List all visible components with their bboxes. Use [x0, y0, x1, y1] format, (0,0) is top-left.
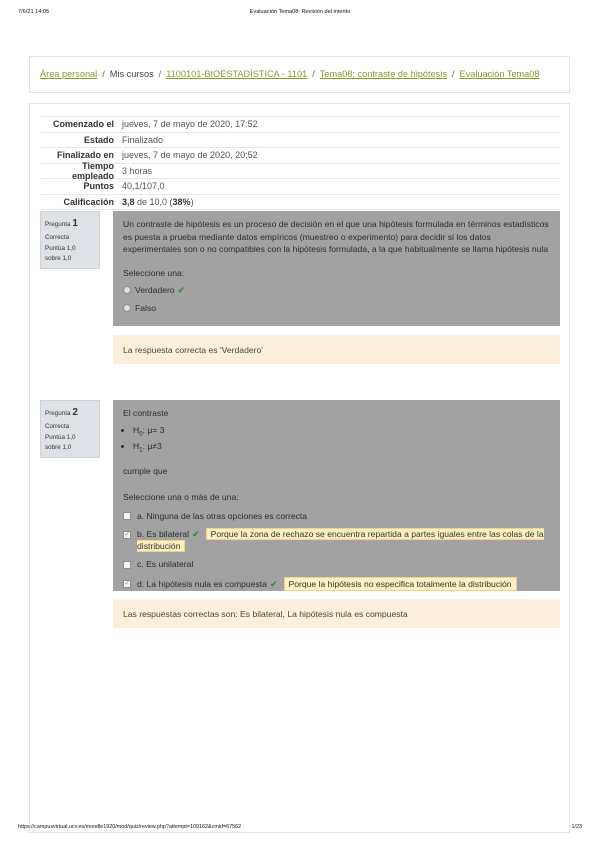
summary-value: 40,1/107,0	[122, 181, 165, 192]
question-grade	[45, 244, 95, 264]
grade-score: 3,8	[122, 196, 135, 207]
question-state: Correcta	[45, 233, 70, 241]
summary-label: Tiempo empleado	[71, 160, 114, 181]
option-label: Falso	[135, 302, 157, 313]
summary-label: Estado	[83, 134, 114, 145]
option-b-body	[137, 528, 550, 552]
question-grade-line: Puntúa 1,0	[45, 434, 76, 442]
breadcrumb-mis-cursos: Mis cursos	[109, 69, 154, 79]
summary-value: Finalizado	[122, 134, 164, 145]
option-feedback: Porque la zona de rechazo se encuentra repartida a partes iguales entre las colas de la distribución	[137, 529, 544, 552]
question-number	[45, 405, 95, 421]
correct-check-icon: ✔	[269, 578, 278, 589]
breadcrumb	[29, 56, 570, 93]
question-label: Pregunta	[45, 221, 71, 228]
grade-close: )	[190, 196, 194, 207]
question-after-text: cumple que	[123, 465, 168, 476]
print-title: Evaluación Tema08: Revisión del intento	[249, 9, 351, 15]
breadcrumb-area-personal[interactable]: Área personal	[40, 69, 98, 79]
hyp-expression: : μ= 3	[142, 424, 165, 435]
summary-label: Calificación	[63, 196, 114, 207]
print-header	[18, 9, 582, 21]
option-verdadero[interactable]	[123, 284, 550, 297]
option-label: a. Ninguna de las otras opciones es correcta	[137, 510, 308, 521]
question-1-info	[40, 211, 100, 269]
hyp-symbol: H	[133, 424, 140, 435]
print-date: 7/6/21 14:05	[18, 9, 50, 15]
hypothesis-list	[123, 424, 550, 457]
breadcrumb-section[interactable]: Tema08: contraste de hipótesis	[319, 69, 447, 79]
question-state: Correcta	[45, 422, 70, 430]
summary-label: Puntos	[83, 181, 114, 192]
question-prompt: Seleccione una:	[123, 267, 185, 278]
option-label: d. La hipótesis nula es compuesta	[137, 578, 267, 589]
alt-hypothesis	[133, 440, 550, 457]
right-answer-text: Las respuestas correctas son: Es bilateral, La hipótesis nula es compuesta	[123, 608, 408, 619]
question-label: Pregunta	[45, 410, 71, 417]
summary-label: Comenzado el	[52, 119, 114, 130]
grade-percent: 38%	[172, 196, 191, 207]
option-falso[interactable]	[123, 302, 550, 315]
print-url: https://campusvirtual.ucv.es/moodle1920/mod/quiz/review.php?attempt=109162&cmid=67562	[18, 824, 242, 830]
question-1-right-answer	[113, 335, 560, 364]
breadcrumb-separator: /	[312, 69, 315, 79]
question-grade	[45, 433, 95, 453]
option-c[interactable]	[123, 558, 550, 571]
option-label: c. Es unilateral	[137, 559, 194, 570]
right-answer-text: La respuesta correcta es 'Verdadero'	[123, 344, 263, 355]
breadcrumb-separator: /	[158, 69, 162, 79]
option-label: Verdadero	[135, 285, 175, 295]
breadcrumb-separator: /	[451, 69, 455, 79]
breadcrumb-quiz[interactable]: Evaluación Tema08	[459, 69, 540, 79]
summary-value: jueves, 7 de mayo de 2020, 17:52	[122, 119, 258, 130]
question-prompt: Seleccione una o más de una:	[123, 492, 239, 503]
print-footer	[18, 824, 582, 834]
correct-check-icon: ✔	[192, 529, 200, 540]
question-grade-line: sobre 1,0	[45, 444, 72, 451]
option-d[interactable]	[123, 577, 550, 592]
question-2-right-answer	[113, 599, 560, 628]
correct-check-icon: ✔	[177, 285, 186, 295]
summary-value: jueves, 7 de mayo de 2020, 20:52	[122, 150, 258, 161]
option-label: b. Es bilateral	[137, 529, 190, 540]
checkbox-checked[interactable]: ✓	[124, 532, 130, 539]
checkbox[interactable]	[123, 512, 131, 520]
question-2-info	[40, 400, 100, 458]
question-text: Un contraste de hipótesis es un proceso de decisión en el que una hipótesis formulada en términos estadísticos es puesta a prueba mediante datos empíricos (muestreo o experimento) para decidir si los datos experimentales son o no compatibles con la hipótesis formulada, a la que habitualmente se llama hipótesis nula	[123, 219, 549, 254]
quiz-review-panel	[29, 103, 570, 833]
null-hypothesis	[133, 424, 550, 441]
question-intro: El contraste	[123, 408, 169, 418]
summary-row-started	[41, 116, 561, 132]
option-feedback: Porque la hipótesis no especifica totalmente la distribución	[284, 577, 517, 592]
question-grade-line: Puntúa 1,0	[45, 245, 76, 253]
option-b[interactable]	[123, 528, 550, 552]
summary-value	[122, 197, 194, 207]
question-1-content	[113, 211, 560, 326]
question-grade-line: sobre 1,0	[45, 255, 72, 262]
breadcrumb-separator: /	[102, 69, 105, 79]
summary-row-points	[41, 178, 561, 194]
checkbox-checked[interactable]: ✓	[124, 581, 130, 588]
summary-label: Finalizado en	[56, 150, 114, 161]
hyp-expression: : μ≠3	[142, 441, 162, 452]
breadcrumb-course[interactable]: 1100101-BIOESTADÍSTICA - 1101	[166, 69, 308, 79]
summary-value: 3 horas	[122, 165, 153, 176]
radio-button[interactable]	[123, 304, 131, 312]
option-a[interactable]	[123, 510, 550, 523]
print-page-number: 1/23	[571, 824, 582, 830]
summary-row-time	[41, 160, 561, 181]
question-2-content	[113, 400, 560, 591]
summary-row-state	[41, 132, 561, 148]
question-number-value: 1	[72, 218, 78, 229]
checkbox[interactable]	[123, 561, 131, 569]
attempt-summary	[41, 116, 561, 210]
hyp-symbol: H	[133, 441, 140, 452]
summary-row-grade	[41, 194, 561, 211]
question-number	[45, 216, 95, 232]
question-number-value: 2	[72, 407, 78, 418]
radio-button[interactable]	[123, 286, 131, 294]
hyp-subscript: 0	[139, 431, 143, 438]
grade-rest: de 10,0 (	[134, 196, 173, 207]
hyp-subscript: 1	[139, 447, 143, 454]
